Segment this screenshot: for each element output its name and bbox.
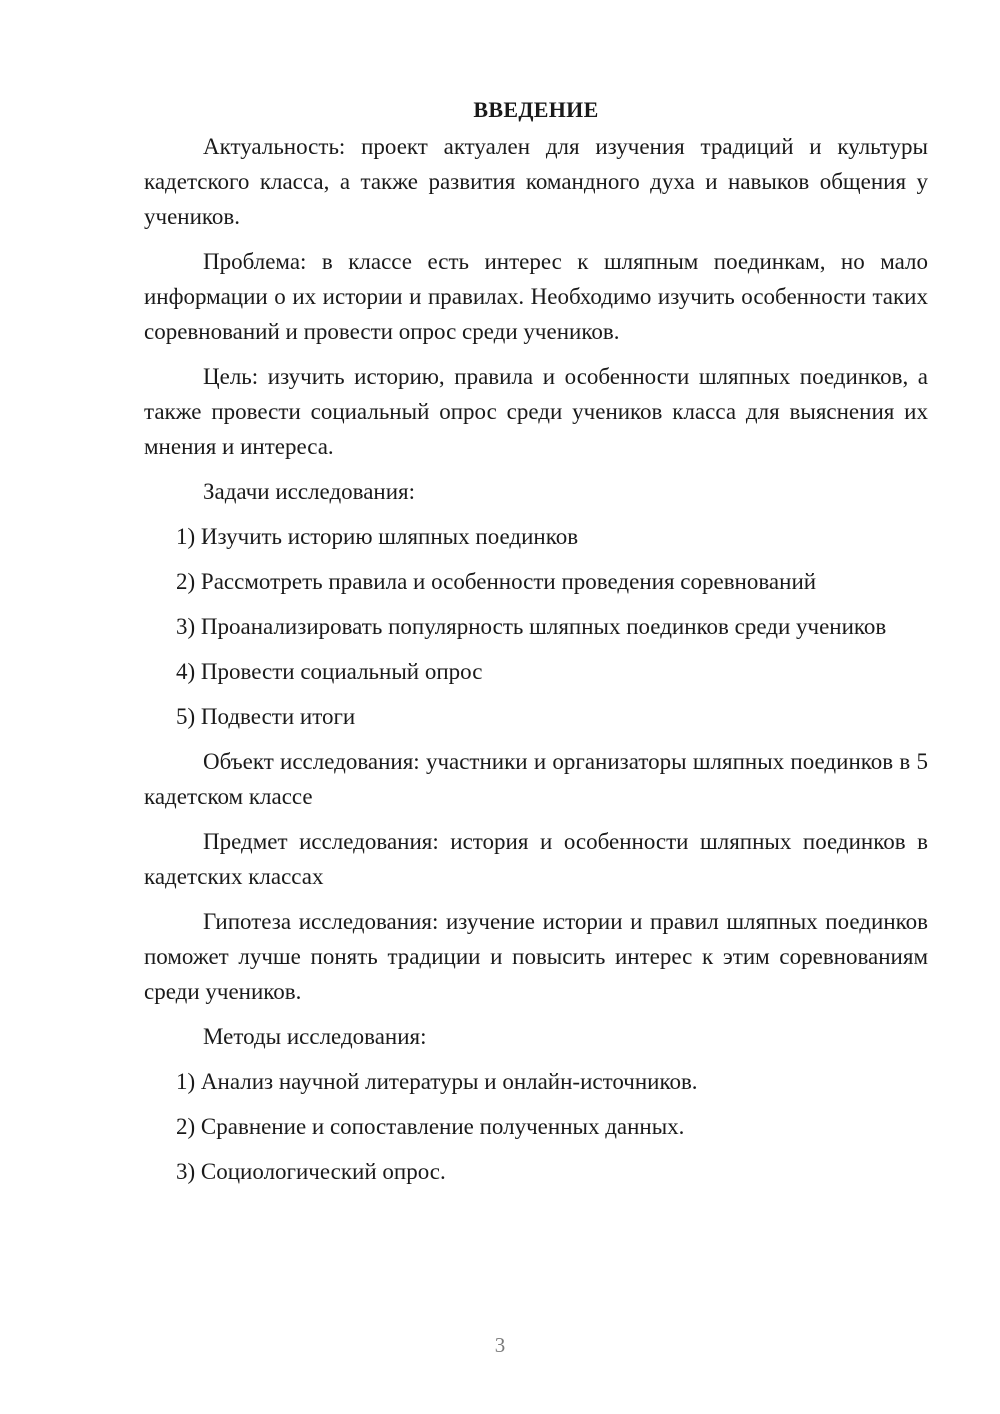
page-number: 3	[494, 1333, 506, 1357]
method-item: 3) Социологический опрос.	[176, 1159, 446, 1184]
subject-paragraph: Предмет исследования: история и особенности шляпных поединков в кадетских классах	[144, 829, 928, 889]
object-paragraph: Объект исследования: участники и организаторы шляпных поединков в 5 кадетском классе	[144, 749, 928, 809]
relevance-paragraph: Актуальность: проект актуален для изучения традиций и культуры кадетского класса, а также развития командного духа и навыков общения у учеников.	[144, 134, 928, 229]
method-item: 2) Сравнение и сопоставление полученных данных.	[176, 1114, 685, 1139]
task-item: 5) Подвести итоги	[176, 704, 356, 729]
methods-list	[144, 1064, 928, 1189]
task-item: 4) Провести социальный опрос	[176, 659, 483, 684]
task-item: 3) Проанализировать популярность шляпных поединков среди учеников	[176, 614, 887, 639]
task-item: 1) Изучить историю шляпных поединков	[176, 524, 579, 549]
task-item: 2) Рассмотреть правила и особенности проведения соревнований	[176, 569, 817, 594]
tasks-heading: Задачи исследования:	[203, 479, 416, 504]
document-body	[144, 92, 928, 1199]
problem-paragraph: Проблема: в классе есть интерес к шляпным поединкам, но мало информации о их истории и правилах. Необходимо изучить особенности таких соревнований и провести опрос среди учеников.	[144, 249, 928, 344]
document-title: ВВЕДЕНИЕ	[473, 97, 599, 122]
hypothesis-paragraph: Гипотеза исследования: изучение истории и правил шляпных поединков поможет лучше понять традиции и повысить интерес к этим соревнованиям среди учеников.	[144, 909, 928, 1004]
goal-paragraph: Цель: изучить историю, правила и особенности шляпных поединков, а также провести социальный опрос среди учеников класса для выяснения их мнения и интереса.	[144, 364, 928, 459]
tasks-list	[144, 519, 928, 734]
methods-heading: Методы исследования:	[203, 1024, 427, 1049]
method-item: 1) Анализ научной литературы и онлайн-источников.	[176, 1069, 698, 1094]
